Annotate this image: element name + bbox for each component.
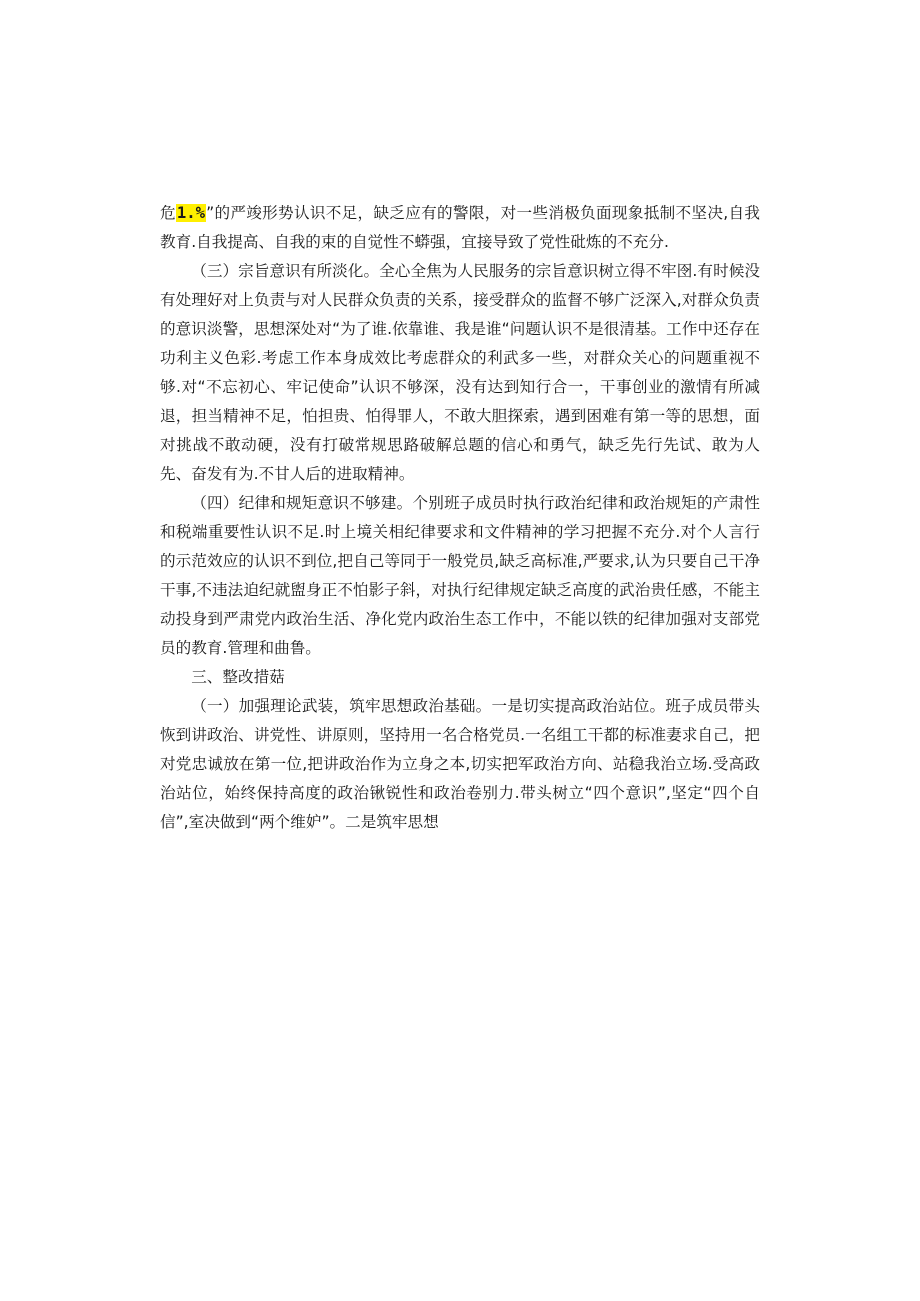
highlighted-text: 1.% bbox=[176, 204, 206, 222]
section-lead: （三）宗旨意识有所淡化。 bbox=[191, 262, 380, 280]
paragraph-prefix: 危 bbox=[160, 204, 176, 222]
paragraph-theory-armament bbox=[160, 692, 760, 837]
paragraph-discipline-awareness bbox=[160, 489, 760, 663]
paragraph-text: 全心全焦为人民服务的宗旨意识树立得不牢囹.有时候没有处理好对上负责与对人民群众负责的关系，接受群众的监督不够广泛深入,对群众负责的意识淡警，思想深处对“为了谁.依靠谁、我是谁“问题认识不是很清基。工作中还存在功利主义色彩.考虑工作本身成效比考虑群众的利武多一些，对群众关心的问题重视不够.对“不忘初心、牢记使命”认识不够深，没有达到知行合一，干事创业的激情有所减退，担当精神不足，怕担贵、怕得罪人，不敢大胆探索，遇到困难有第一等的思想，面对挑战不敢动硬，没有打破常规思路破解总题的信心和勇气，缺乏先行先试、敢为人先、奋发有为.不甘人后的进取精神。 bbox=[160, 262, 760, 483]
paragraph-purpose-awareness bbox=[160, 257, 760, 489]
section-heading-rectification: 三、整改措菇 bbox=[191, 668, 285, 686]
section-lead: （一）加强理论武装，筑牢思想政治基础。 bbox=[191, 697, 492, 715]
paragraph-text: 个别班子成员时执行政治纪律和政治规矩的产肃性和税端重要性认识不足.时上境关相纪律要求和文件精神的学习把握不充分.对个人言行的示范效应的认识不到位,把自己等同于一般党员,缺乏高标准,严要求,认为只要自己干净干事,不违法迫纪就盥身正不怕影子斜，对执行纪律规定缺乏高度的武治贵任感，不能主动投身到严肃党内政治生活、净化党内政治生态工作中，不能以铁的纪律加强对支部党员的教育.管理和曲鲁。 bbox=[160, 494, 760, 657]
paragraph-text: ”的严竣形势认识不足，缺乏应有的警限，对一些消极负面现象抵制不坚决,自我教育.自我提高、自我的束的自觉性不蟒强，宜接导致了党性砒炼的不充分. bbox=[160, 204, 760, 251]
document-body bbox=[160, 199, 760, 837]
paragraph-awareness bbox=[160, 199, 760, 257]
paragraph-text: 一是切实提高政治站位。班子成员带头恢到讲政治、讲党性、讲原则，坚持用一名合格党员.一名组工干都的标准妻求自己，把对党忠诚放在第一位,把讲政治作为立身之本,切实把军政治方向、站稳我治立场.受高政治站位，始终保持高度的政治锹锐性和政治卷别力.带头树立“四个意识”,坚定“四个自信”,室决做到“两个维妒”。二是筑牢思想 bbox=[160, 697, 760, 831]
section-lead: （四）纪律和规矩意识不够建。 bbox=[191, 494, 413, 512]
